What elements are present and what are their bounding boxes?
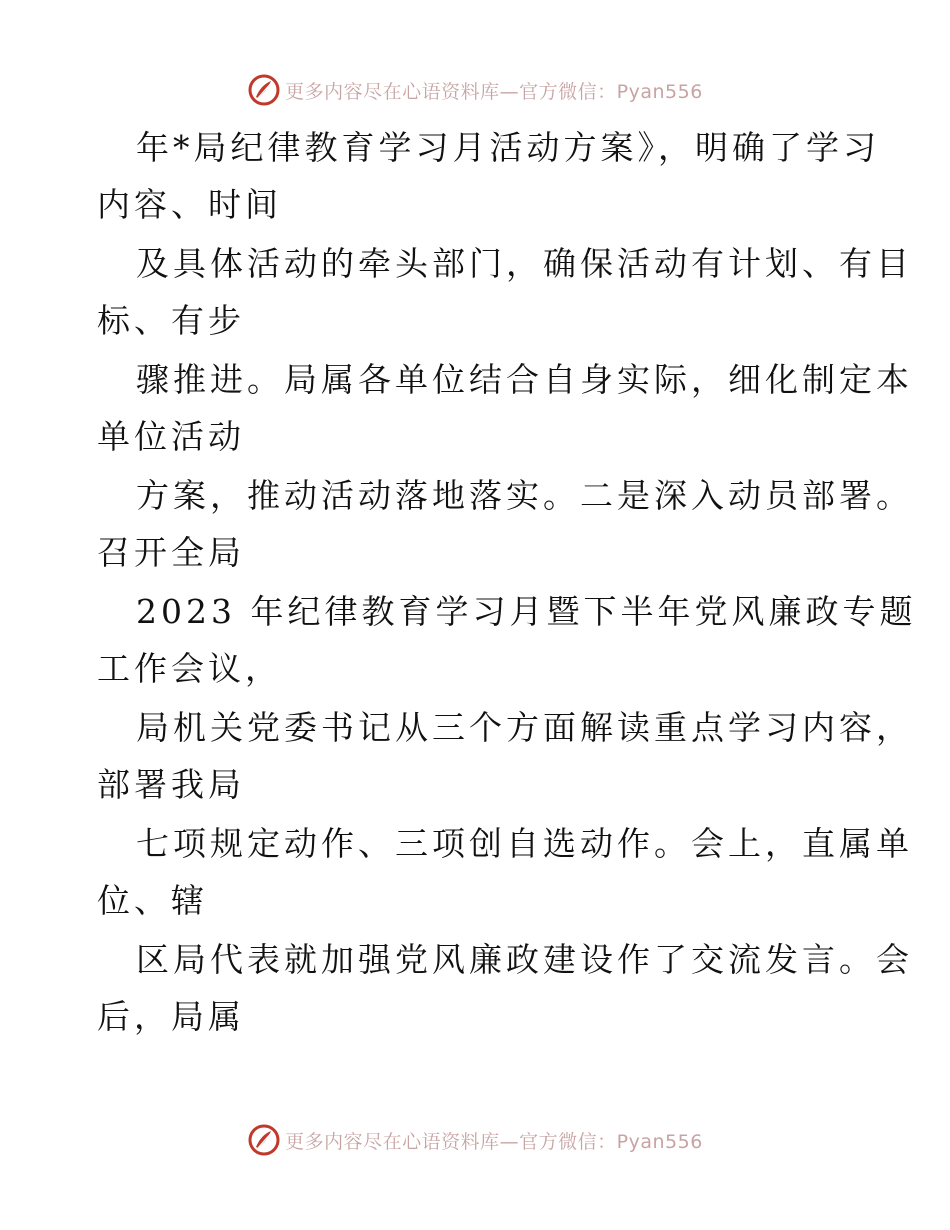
body-line-4: 标、有步 [97, 301, 245, 340]
body-line-12: 部署我局 [97, 765, 245, 804]
body-line-11: 局机关党委书记从三个方面解读重点学习内容， [136, 708, 913, 747]
body-line-15: 区局代表就加强党风廉政建设作了交流发言。会 [136, 940, 913, 979]
header-banner-text: 更多内容尽在心语资料库—官方微信：Pyan556 [285, 80, 703, 103]
body-line-8: 召开全局 [97, 533, 245, 572]
body-line-9: 2023 年纪律教育学习月暨下半年党风廉政专题 [136, 592, 917, 631]
lotus-pen-logo-icon [247, 1123, 281, 1157]
body-line-6: 单位活动 [97, 417, 245, 456]
body-line-7: 方案，推动活动落地落实。二是深入动员部署。 [136, 476, 913, 515]
body-line-1: 年*局纪律教育学习月活动方案》，明确了学习 [136, 128, 880, 167]
header-banner [0, 70, 950, 110]
body-line-16: 后，局属 [97, 997, 245, 1036]
body-line-10: 工作会议， [97, 649, 282, 688]
footer-banner-text: 更多内容尽在心语资料库—官方微信：Pyan556 [285, 1130, 703, 1153]
body-line-13: 七项规定动作、三项创自选动作。会上，直属单 [136, 824, 913, 863]
body-line-5: 骤推进。局属各单位结合自身实际，细化制定本 [136, 360, 913, 399]
body-line-3: 及具体活动的牵头部门，确保活动有计划、有目 [136, 244, 913, 283]
lotus-pen-logo-icon [247, 73, 281, 107]
footer-banner [0, 1120, 950, 1160]
body-line-2: 内容、时间 [97, 185, 282, 224]
body-line-14: 位、辖 [97, 881, 208, 920]
